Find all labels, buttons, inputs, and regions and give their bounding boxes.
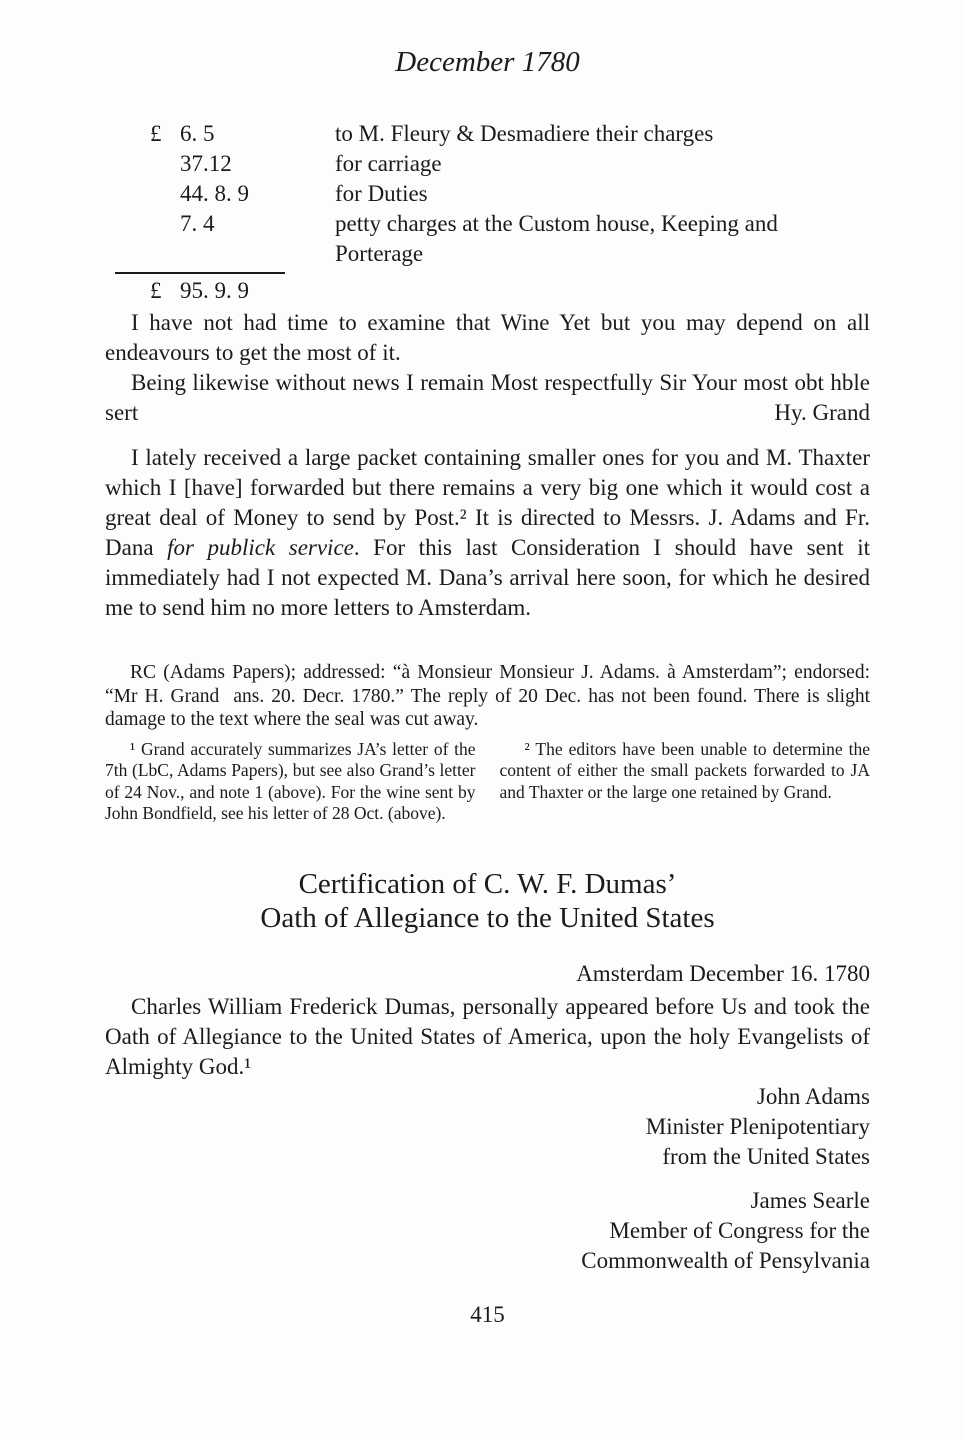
currency-symbol: £	[150, 278, 162, 303]
section-heading	[105, 867, 870, 935]
currency-symbol	[150, 149, 180, 179]
currency-symbol	[150, 179, 180, 209]
page-number: 415	[470, 1301, 505, 1327]
signature-title: Commonwealth of Pensylvania	[581, 1247, 870, 1273]
charge-amount	[115, 179, 335, 209]
charge-description: to M. Fleury & Desmadiere their charges	[335, 121, 714, 146]
heading-line-2: Oath of Allegiance to the United States	[260, 901, 715, 934]
table-total-row	[115, 276, 870, 306]
currency-symbol	[150, 209, 180, 269]
table-row	[115, 209, 870, 269]
amount-value: 7. 4	[180, 211, 215, 236]
table-row	[115, 119, 870, 149]
charge-description: for carriage	[335, 151, 442, 176]
signature-name: John Adams	[756, 1083, 870, 1109]
amount-value: 95. 9. 9	[180, 278, 249, 303]
letter-paragraph-2	[105, 368, 870, 428]
signature-block-adams	[105, 1082, 870, 1172]
charge-description: for Duties	[335, 181, 428, 206]
signature-title: from the United States	[662, 1143, 870, 1169]
provenance-note: RC (Adams Papers); addressed: “à Monsieur Monsieur J. Adams. à Amsterdam”; endorsed: “Mr H. Grand ans. 20. Decr. 1780.” The reply of 20 Dec. has not been found. There is slight damage to the text where the seal was cut away.	[105, 662, 870, 730]
total-amount	[115, 276, 335, 306]
charge-description: petty charges at the Custom house, Keeping and Porterage	[335, 211, 778, 266]
charge-amount	[115, 119, 335, 149]
running-head: December 1780	[395, 46, 580, 78]
letter-paragraph-1: I have not had time to examine that Wine Yet but you may depend on all endeavours to get the most of it.	[105, 310, 870, 365]
currency-symbol: £	[150, 121, 162, 146]
closing-text: Being likewise without news I remain Most respectfully Sir Your most obt hble sert	[105, 370, 870, 425]
charges-table	[115, 119, 870, 306]
charge-amount	[115, 209, 335, 269]
heading-line-1: Certification of C. W. F. Dumas’	[298, 867, 677, 900]
italic-phrase: for publick service	[167, 535, 354, 560]
certification-body: Charles William Frederick Dumas, personally appeared before Us and took the Oath of Allegiance to the United States of America, upon the holy Evangelists of Almighty God.¹	[105, 993, 870, 1079]
paragraph-text: . For this last Consideration I should have sent it immediately had I not expected M. Dana’s arrival here soon, for which he desired me to send him no more letters to Amsterdam.	[105, 535, 871, 620]
sum-rule	[115, 272, 285, 274]
footnotes	[105, 739, 870, 825]
amount-value: 37.12	[180, 151, 232, 176]
letter-paragraph-3	[105, 443, 870, 623]
footnote-1: ¹ Grand accurately summarizes JA’s letter of the 7th (LbC, Adams Papers), but see also Grand’s letter of 24 Nov., and note 1 (above). For the wine sent by John Bondfield, see his letter of 28 Oct. (above).	[105, 738, 476, 823]
table-row	[115, 179, 870, 209]
amount-value: 44. 8. 9	[180, 181, 249, 206]
dateline: Amsterdam December 16. 1780	[576, 960, 870, 986]
footnote-2: ² The editors have been unable to determine the content of either the small packets forwarded to JA and Thaxter or the large one retained by Grand.	[499, 738, 870, 802]
charge-amount	[115, 149, 335, 179]
table-row	[115, 149, 870, 179]
signoff-name: Hy. Grand	[774, 400, 870, 425]
signature-title: Minister Plenipotentiary	[645, 1113, 870, 1139]
signature-name: James Searle	[750, 1187, 870, 1213]
paragraph-text: I lately received a large packet containing smaller ones for you and M. Thaxter which I [have] forwarded but there remains a very big one which it would cost a great deal of Money to send by Post.² It is directed to Messrs. J. Adams and Fr. Dana	[105, 445, 870, 560]
signature-block-searle	[105, 1186, 870, 1276]
signature-title: Member of Congress for the	[609, 1217, 870, 1243]
amount-value: 6. 5	[180, 121, 215, 146]
